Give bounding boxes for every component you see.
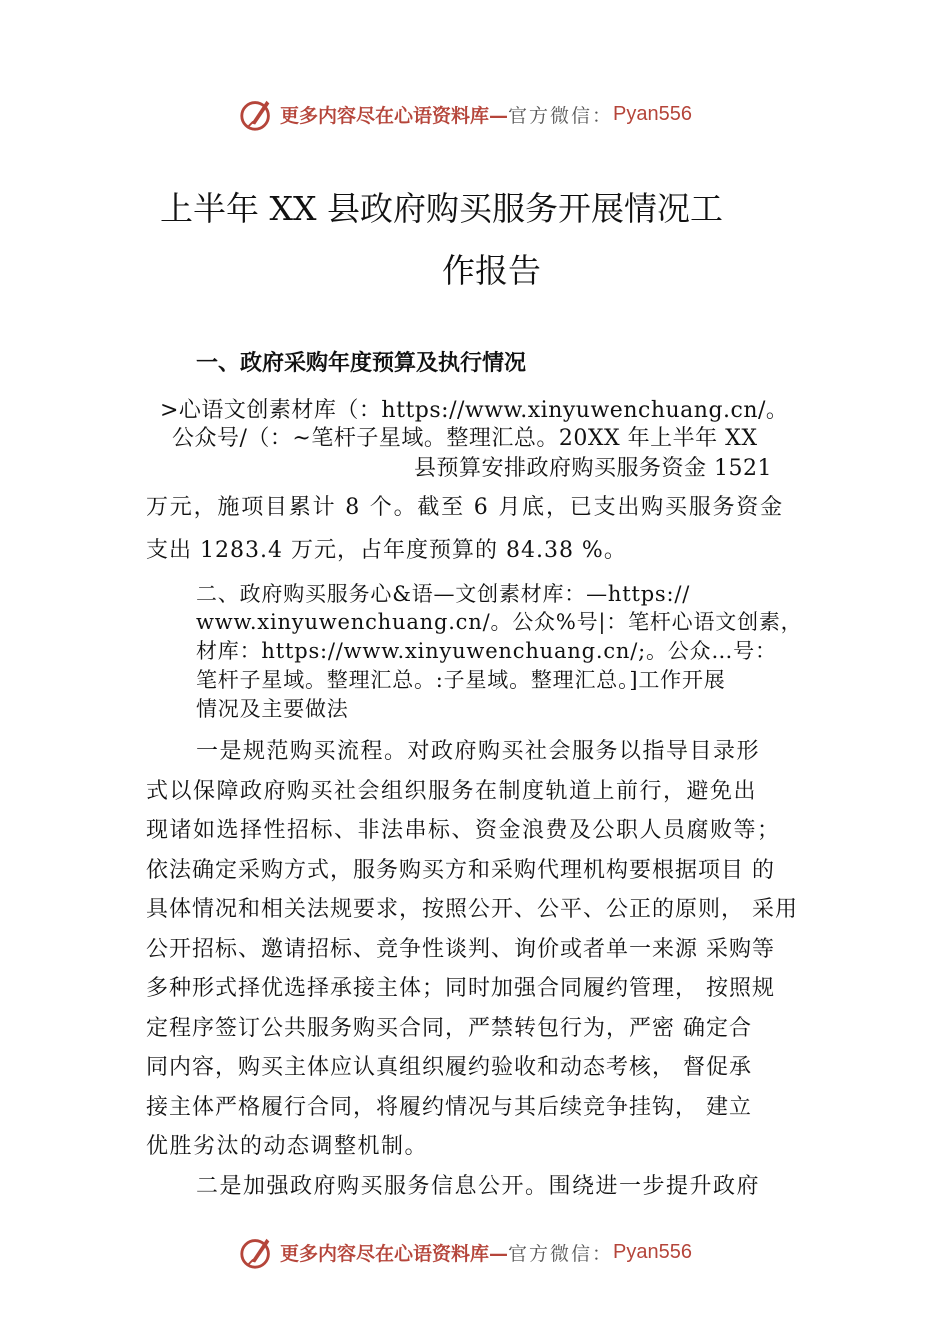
banner-wechat-id: Pyan556 [613, 102, 692, 125]
text-line: 情况及主要做法 [196, 697, 349, 721]
text-line: 同内容，购买主体应认真组织履约验收和动态考核， 督促承 [146, 1055, 752, 1080]
banner-main-text: 更多内容尽在心语资料库— [280, 104, 509, 127]
document-title [160, 178, 800, 302]
text-line: 多种形式择优选择承接主体；同时加强合同履约管理， 按照规 [146, 976, 775, 1001]
text-line: 一是规范购买流程。对政府购买社会服务以指导目录形 [196, 739, 761, 764]
text-line: 式以保障政府购买社会组织服务在制度轨道上前行，避免出 [146, 779, 758, 804]
section-heading: 一、政府采购年度预算及执行情况 [196, 351, 527, 376]
quill-logo-icon [238, 1233, 276, 1271]
text-line: 公开招标、邀请招标、竞争性谈判、询价或者单一来源 采购等 [146, 937, 775, 962]
text-line: 二是加强政府购买服务信息公开。围绕进一步提升政府 [196, 1174, 761, 1199]
banner-wechat-label: 官方微信： [508, 104, 614, 127]
footer-watermark [238, 1232, 692, 1272]
text-line: 优胜劣汰的动态调整机制。 [146, 1134, 429, 1159]
text-line: 县预算安排政府购买服务资金 1521 [414, 456, 772, 481]
text-line: 具体情况和相关法规要求，按照公开、公平、公正的原则， 采用 [146, 897, 798, 922]
quill-logo-icon [238, 95, 276, 133]
text-line: 定程序签订公共服务购买合同，严禁转包行为，严密 确定合 [146, 1016, 752, 1041]
text-line: 二、政府购买服务心&语—文创素材库：—https:// [196, 582, 691, 606]
text-line: 材库：https://www.xinyuwenchuang.cn/;。公众…号： [196, 639, 777, 663]
text-line: 接主体严格履行合同，将履约情况与其后续竞争挂钩， 建立 [146, 1095, 752, 1120]
title-line-2: 作报告 [442, 251, 541, 290]
text-line: 现诸如选择性招标、非法串标、资金浪费及公职人员腐败等； [146, 818, 781, 843]
text-line: www.xinyuwenchuang.cn/。公众%号|：笔杆心语文创素， [196, 610, 803, 634]
text-line: 依法确定采购方式，服务购买方和采购代理机构要根据项目 的 [146, 858, 775, 883]
banner-wechat-label: 官方微信： [508, 1242, 614, 1265]
text-line: 笔杆子星域。整理汇总。:子星域。整理汇总。]工作开展 [196, 668, 726, 692]
text-line: 万元，施项目累计 8 个。截至 6 月底，已支出购买服务资金 [146, 495, 784, 520]
banner-wechat-id: Pyan556 [613, 1240, 692, 1263]
text-line: 公众号/（：~笔杆子星域。整理汇总。20XX 年上半年 XX [172, 426, 758, 451]
banner-main-text: 更多内容尽在心语资料库— [280, 1242, 509, 1265]
title-line-1: 上半年 XX 县政府购买服务开展情况工 [160, 189, 723, 228]
header-watermark [238, 94, 692, 134]
text-line: 支出 1283.4 万元，占年度预算的 84.38 %。 [146, 538, 627, 563]
text-line: >心语文创素材库（：https://www.xinyuwenchuang.cn/。 [160, 398, 789, 423]
